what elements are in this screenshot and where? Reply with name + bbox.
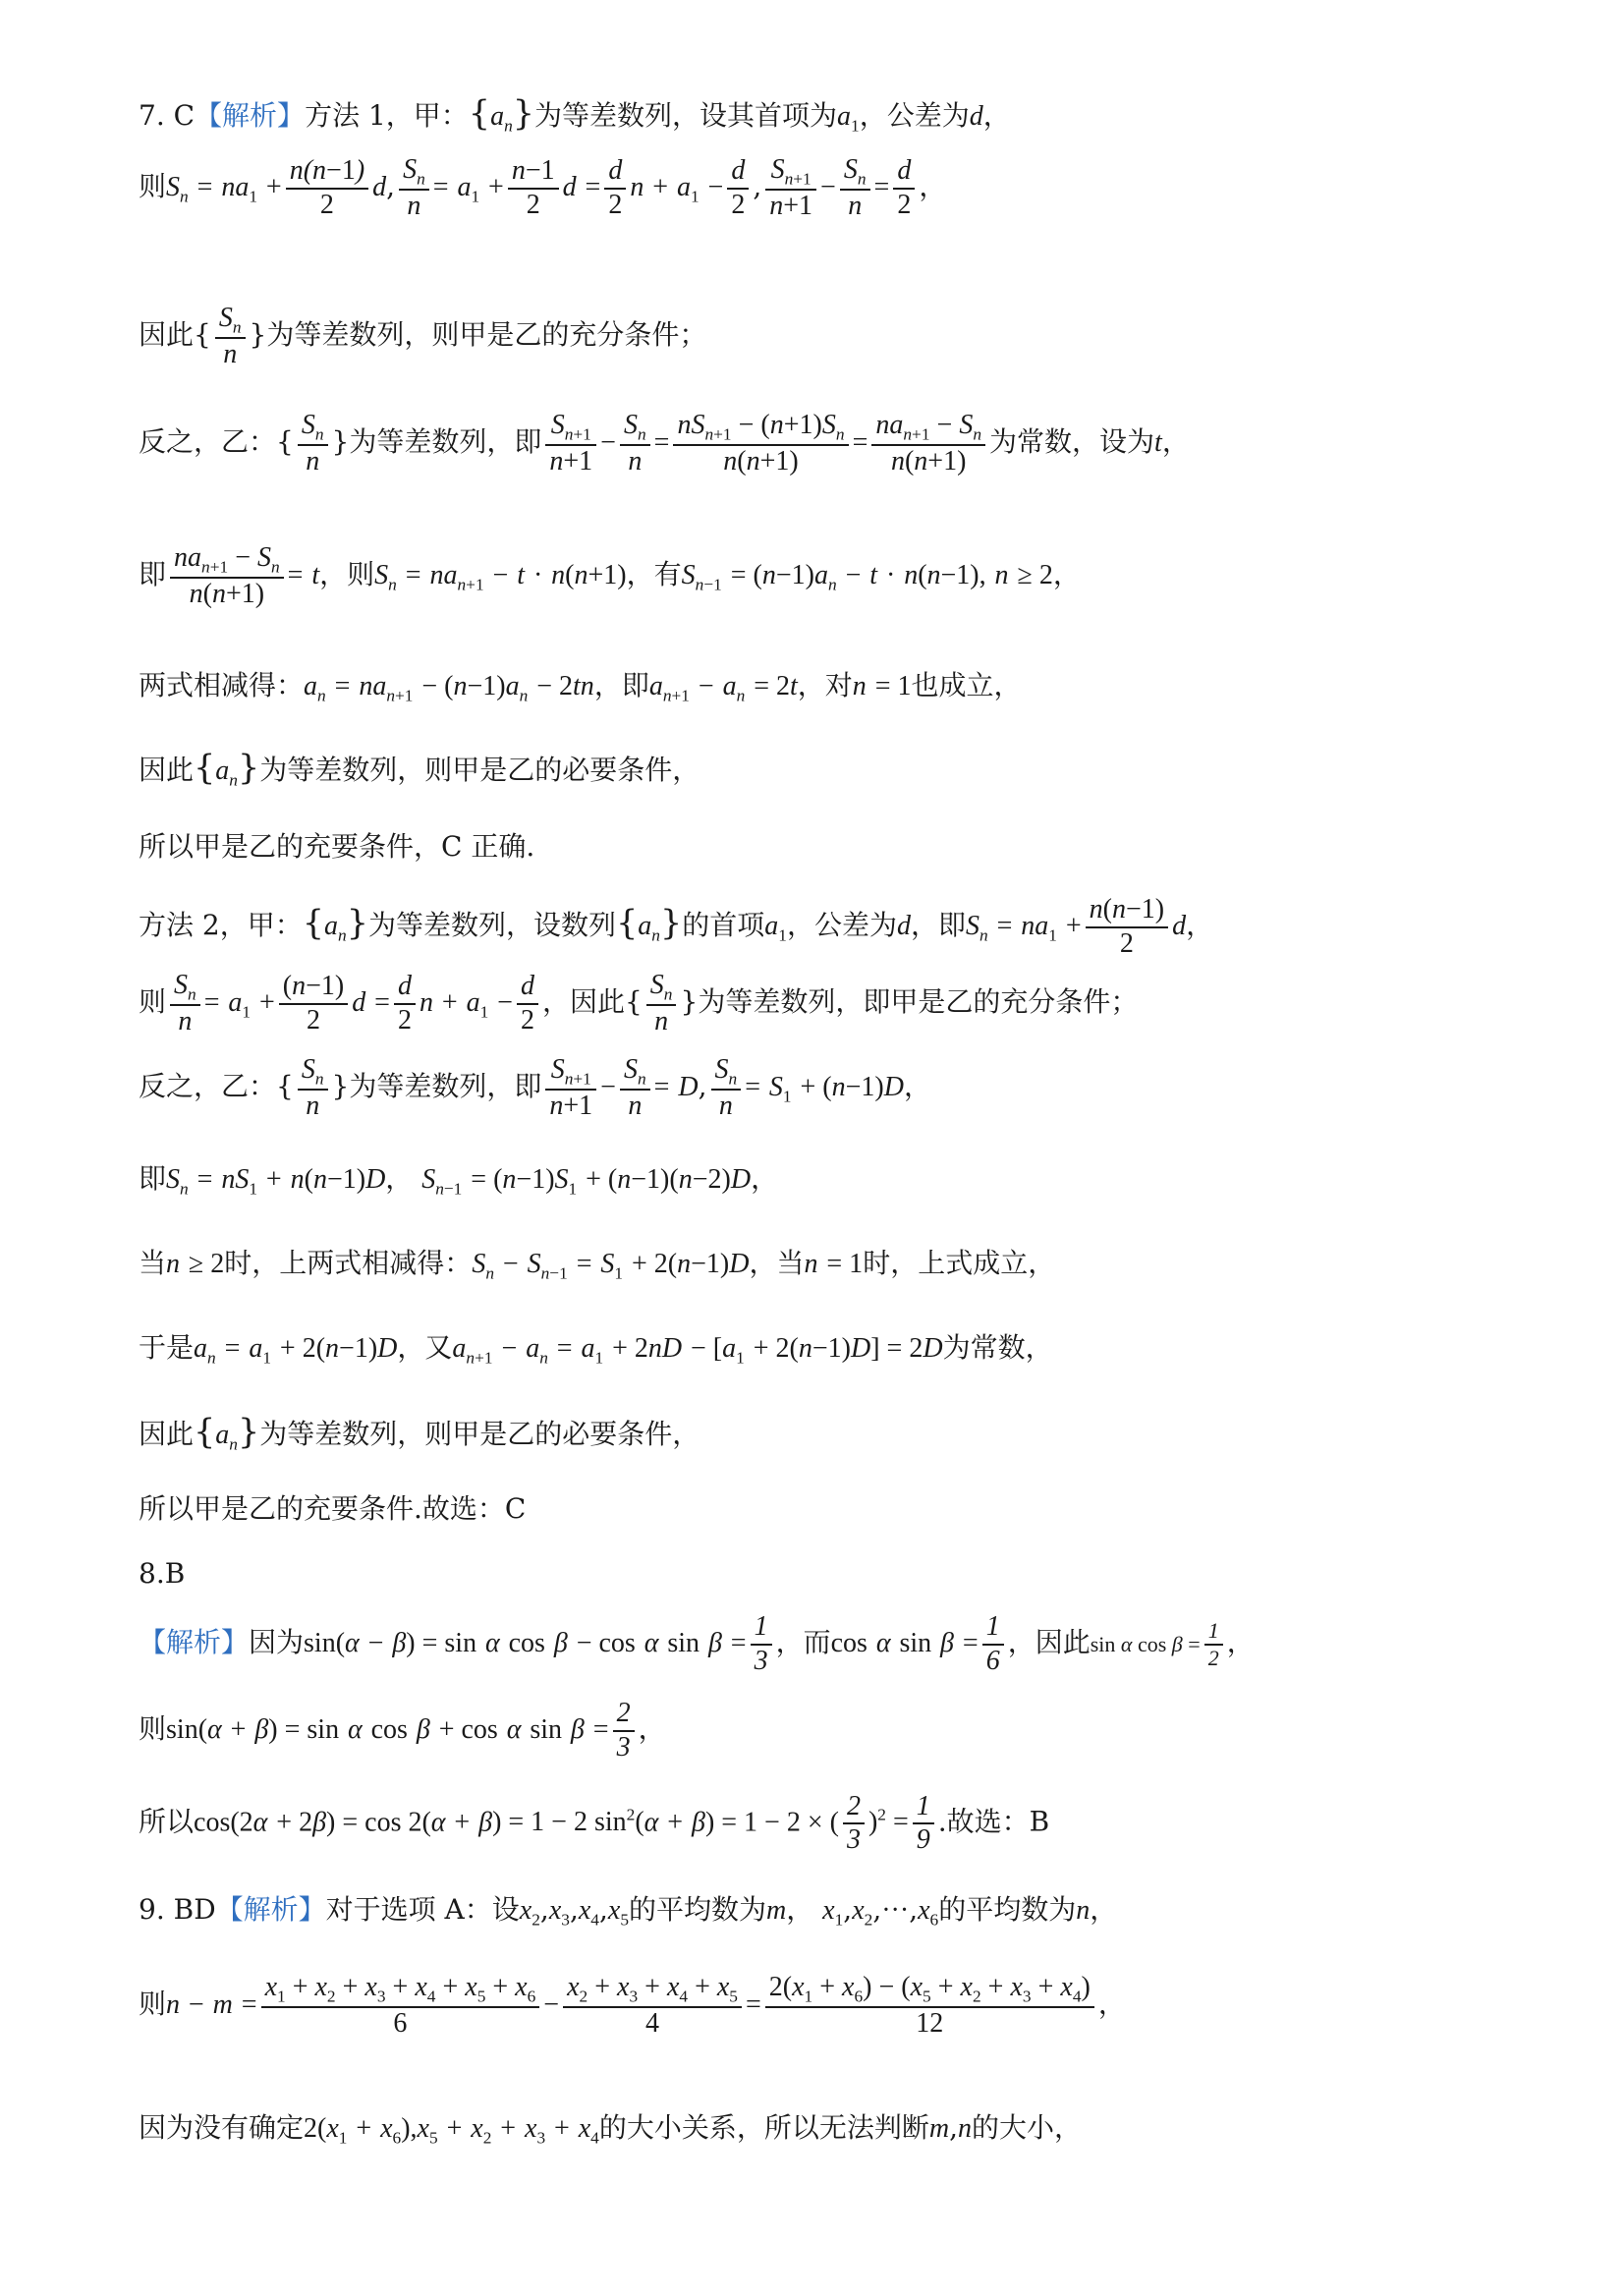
p7-m2-line-8 — [139, 1489, 1505, 1529]
p9-text: 的大小关系，所以无法判断 — [598, 2111, 929, 2144]
p7-text: 时，上两式相减得： — [224, 1247, 473, 1279]
p7-text: 因此 — [139, 754, 195, 786]
p7-m2-line-5: 当n ≥ 2时，上两式相减得：$S_n - S_{n-1} = S_1 + 2(n-1)D$，当n = 1时，上式成立， — [139, 1247, 1056, 1283]
p7-text: 为等差数列，即甲是乙的充分条件； — [698, 985, 1139, 1018]
p7-text: 于是 — [139, 1331, 195, 1364]
p7-text: 为常数，设为 — [989, 425, 1155, 458]
p7-text: ，因此 — [541, 985, 625, 1018]
p7-text: ，有 — [626, 558, 682, 590]
p7-text: 则 — [139, 170, 167, 202]
p8-text: .故选：B — [937, 1805, 1050, 1838]
p7-text: 为等差数列，设数列 — [367, 909, 616, 941]
p7-text: 为等差数列，即 — [349, 425, 542, 458]
p8-line-2: 则sin(α + β) = sin α cos β + cos α sin β = $\frac{2}{3}$ ， — [139, 1698, 666, 1763]
p9-label: 9. BD — [139, 1893, 216, 1926]
p9-text: 则 — [139, 1988, 167, 2020]
p8-text: 则 — [139, 1712, 167, 1745]
p9-text: 对于选项 A：设 — [325, 1893, 520, 1926]
p9-line-3: 因为没有确定$2(x_1 + x_6),x_5 + x_2 + x_3 + x_4$的大小关系，所以无法判断m,n的大小， — [139, 2111, 1083, 2148]
p7-text: 所以甲是乙的充要条件，C 正确. — [139, 830, 535, 863]
p7-line-6: 两式相减得：$a_n = na_{n+1} - (n-1)a_n - 2tn$，即$a_{n+1} - a_n = 2t$，对n = 1也成立， — [139, 669, 1022, 705]
p8-text: 所以 — [139, 1805, 195, 1838]
p7-text: 的首项 — [682, 909, 765, 941]
p7-text: ，即 — [593, 669, 649, 701]
p8-line-3: 所以cos(2α + 2β) = cos 2(α + β) = 1 − 2 $\sin^2(\alpha + \beta) = 1 - 2$ × ( $\frac{2}{3}$ )$^2$ = $\frac{1}{9}$ .故选：B — [139, 1790, 1050, 1855]
p8-line-1: 【解析】因为sin(α − β) = sin α cos β − cos α sin β = $\frac{1}{3}$ ，而cos α sin β = $\frac{1}{6}$ ，因此sin α cos β = $\frac{1}{2}$ ， — [139, 1611, 1255, 1676]
p7-m2-line-2: 则 $\frac{S_n}{n}$ = $a_1$ + $\frac{(n-1)}{2}$ d = $\frac{d}{2}$ $n + a_1$ − $\frac{d}{2}$ ，因此{ $\frac{S_n}{n}$ }为等差数列，即甲是乙的充分条件； — [139, 969, 1139, 1037]
p7-text: ，公差为 — [859, 99, 970, 132]
p7-tag: 【解析】 — [195, 99, 306, 132]
p8-text: ，而 — [775, 1626, 831, 1658]
p7-text: ，即 — [910, 909, 966, 941]
p7-text: 因此 — [139, 318, 195, 351]
p7-m2-line-3: 反之，乙：{ $\frac{S_n}{n}$ }为等差数列，即 $\frac{S_{n+1}}{n+1}$ − $\frac{S_n}{n}$ = D, $\frac{S_n}{n}$ = $S_1 + (n-1)D$， — [139, 1053, 931, 1122]
p9-tag: 【解析】 — [215, 1893, 326, 1926]
p9-text: 的平均数为 — [938, 1893, 1077, 1926]
p7-label: 7. C — [139, 99, 196, 132]
p7-text: 因此 — [139, 1418, 195, 1450]
p7-text: 为等差数列，则甲是乙的必要条件， — [259, 754, 700, 786]
p7-line-7: 因此$\{a_n\}$为等差数列，则甲是乙的必要条件， — [139, 749, 700, 790]
p7-text: ，当 — [749, 1247, 805, 1279]
p7-text: 即 — [139, 558, 167, 590]
p7-text: 为等差数列，则甲是乙的必要条件， — [259, 1418, 700, 1450]
p8-tag: 【解析】 — [139, 1626, 250, 1658]
p7-m2-line-7: 因此$\{a_n\}$为等差数列，则甲是乙的必要条件， — [139, 1413, 700, 1454]
p7-line-1: 7. C【解析】方法 1，甲：$\{a_n\}$为等差数列，设其首项为$a_1$，公差为d， — [139, 94, 1011, 136]
p7-text: ，公差为 — [786, 909, 897, 941]
p7-text: 方法 1，甲： — [305, 99, 469, 132]
p7-line-8 — [139, 827, 1505, 867]
p7-m2-line-1: 方法 2，甲：$\{a_n\}$为等差数列，设数列$\{a_n\}$的首项$a_1$，公差为d，即$S_n = na_1$ + $\frac{n(n-1)}{2}$ d， — [139, 894, 1214, 959]
p7-text: 则 — [139, 985, 167, 1018]
p8-label-line — [139, 1554, 1505, 1594]
p7-text: 两式相减得： — [139, 669, 305, 701]
p7-text: 反之，乙： — [139, 425, 277, 458]
p7-text: 为等差数列，设其首项为 — [534, 99, 838, 132]
p7-m2-line-4: 即$S_n = nS_1 + n(n-1)D$， $S_{n-1} = (n-1)S_1 + (n-1)(n-2)D$， — [139, 1162, 779, 1199]
p7-text: 也成立， — [911, 669, 1022, 701]
p7-text: 为常数， — [942, 1331, 1053, 1364]
p7-text: 即 — [139, 1162, 167, 1195]
p7-line-5: 即 $\frac{na_{n+1} - S_n}{n(n+1)}$ = t，则$S_n = na_{n+1} - t \cdot n(n+1)$，有$S_{n-1} = (n-1)a_n - t \cdot n(n-1)$, n ≥ 2， — [139, 541, 1081, 610]
p9-line-1: 9. BD【解析】对于选项 A：设$x_2,x_3,x_4,x_5$的平均数为m， $x_1,x_2,\cdot\cdot\cdot,x_6$的平均数为n， — [139, 1893, 1118, 1930]
p7-text: ，对 — [797, 669, 853, 701]
p9-text: 的平均数为 — [629, 1893, 767, 1926]
p7-text: 反之，乙： — [139, 1070, 277, 1102]
p7-text: 当 — [139, 1247, 167, 1279]
p7-line-3: 因此{ $\frac{S_n}{n}$ }为等差数列，则甲是乙的充分条件； — [139, 302, 707, 370]
p9-line-2: 则n − m = $\frac{x_1 + x_2 + x_3 + x_4 + x_5 + x_6}{6}$ − $\frac{x_2 + x_3 + x_4 + x_5}{4}$ = $\frac{2(x_1 + x_6) - (x_5 + x_2 + x_3 + x_4)}{12}$ ， — [139, 1971, 1126, 2040]
p9-text: 因为没有确定 — [139, 2111, 305, 2144]
p7-text: 所以甲是乙的充要条件.故选：C — [139, 1492, 527, 1525]
p8-label: 8.B — [139, 1557, 186, 1590]
p7-text: ，则 — [319, 558, 375, 590]
p7-text: ，又 — [397, 1331, 453, 1364]
p7-line-4: 反之，乙：{ $\frac{S_n}{n}$ }为等差数列，即 $\frac{S_{n+1}}{n+1}$ − $\frac{S_n}{n}$ = $\frac{nS_{n+1} - (n+1)S_n}{n(n+1)}$ = $\frac{na_{n+1} - S_n}{n(n+1)}$ 为常数，设为t， — [139, 409, 1190, 477]
p7-text: 时，上式成立， — [863, 1247, 1056, 1279]
p8-text: 因为 — [249, 1626, 305, 1658]
p9-text: 的大小， — [972, 2111, 1083, 2144]
p7-m2-line-6: 于是$a_n = a_1 + 2(n-1)D$，又$a_{n+1} - a_n = a_1 + 2nD - [a_1 + 2(n-1)D] = 2D$为常数， — [139, 1331, 1053, 1368]
p7-text: 方法 2，甲： — [139, 909, 303, 941]
p8-text: ，因此 — [1007, 1626, 1091, 1658]
p7-line-2: 则$S_n = na_1$ + $\frac{n(n-1)}{2}$ d, $\frac{S_n}{n}$ = $a_1$ + $\frac{n-1}{2}$ d = $\frac{d}{2}$ $n + a_1$ − $\frac{d}{2}$ , $\frac{S_{n+1}}{n+1}$ − $\frac{S_n}{n}$ = $\frac{d}{2}$ ， — [139, 153, 947, 222]
p7-text: 为等差数列，即 — [349, 1070, 542, 1102]
p7-text: 为等差数列，则甲是乙的充分条件； — [266, 318, 707, 351]
